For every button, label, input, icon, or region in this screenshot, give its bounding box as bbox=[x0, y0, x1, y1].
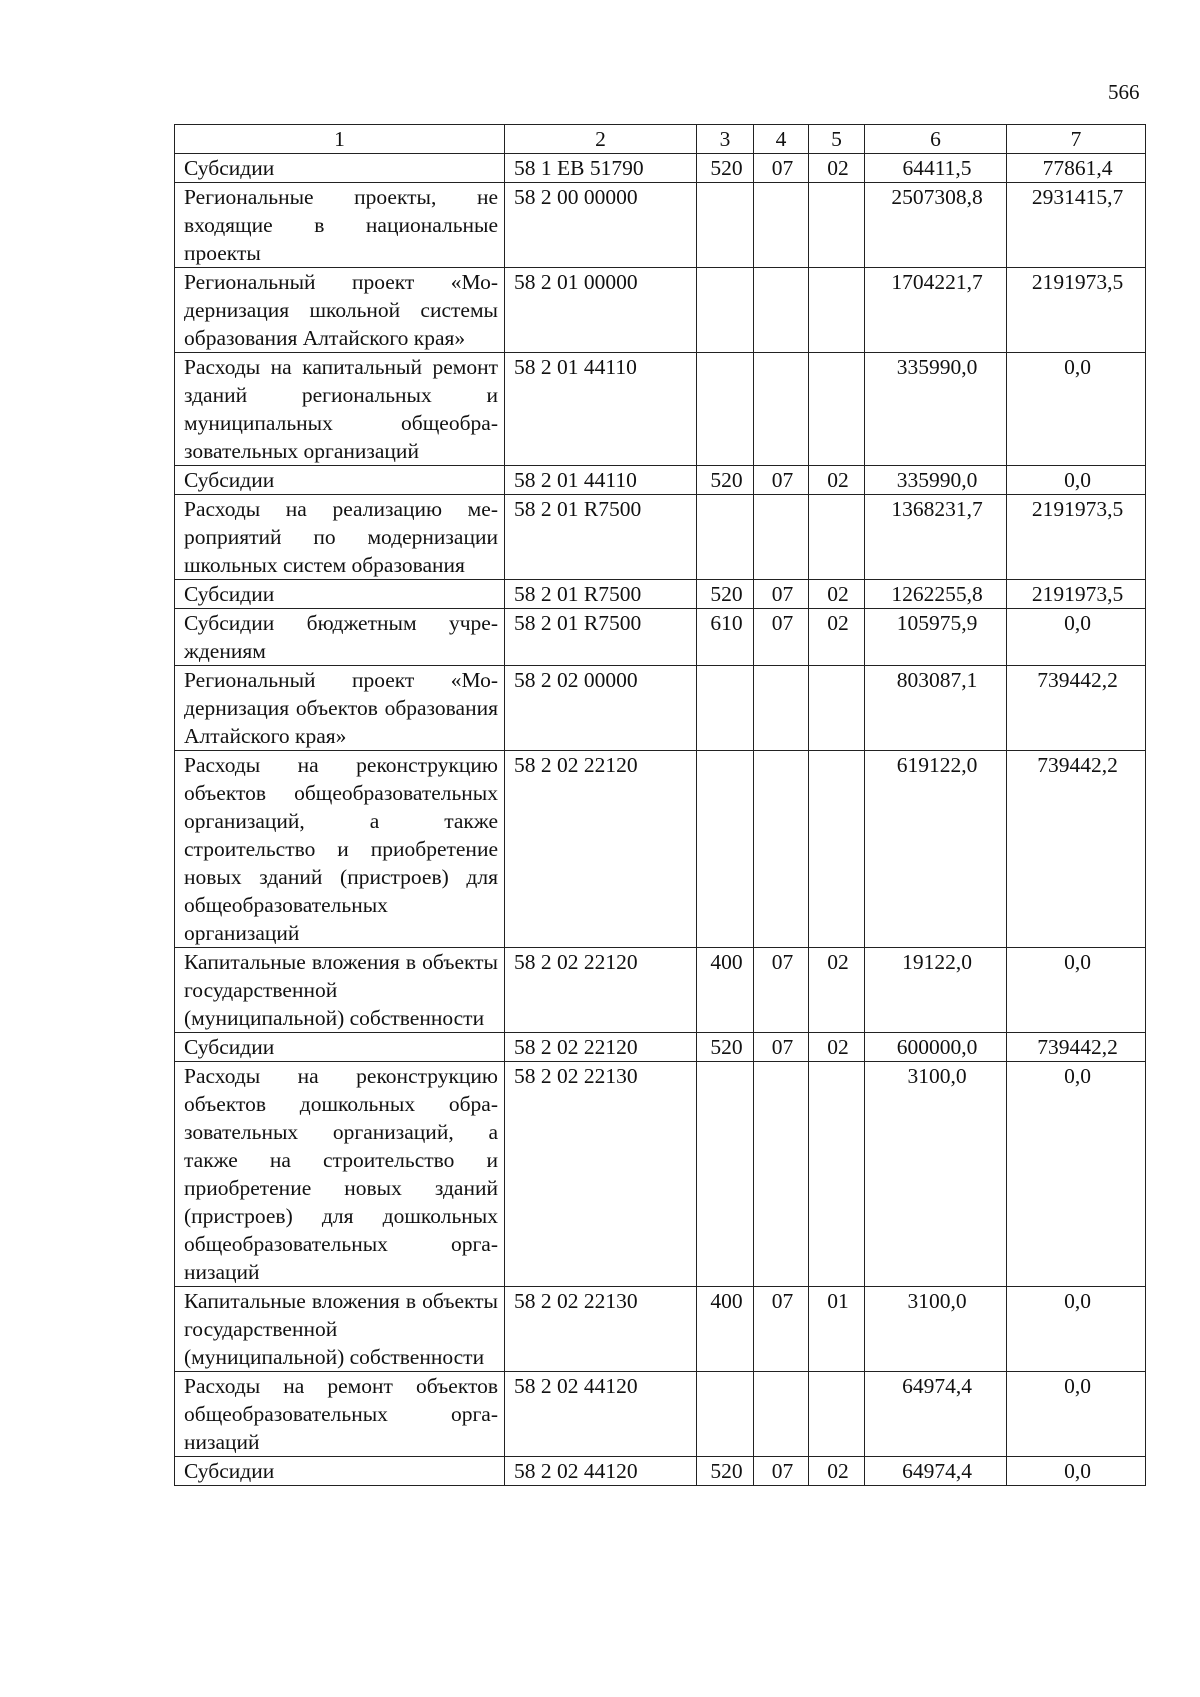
amount-year1-cell: 1262255,8 bbox=[865, 580, 1007, 609]
section-cell bbox=[754, 1372, 809, 1457]
expense-name-cell: Расходы на реализацию мероприятий по модернизации школьных систем образования bbox=[175, 495, 505, 580]
table-row bbox=[175, 466, 1146, 495]
table-row bbox=[175, 1287, 1146, 1372]
expense-name-cell: Региональные проекты, не входящие в национальные проекты bbox=[175, 183, 505, 268]
amount-year1-cell: 64974,4 bbox=[865, 1372, 1007, 1457]
amount-year2-cell: 2191973,5 bbox=[1007, 268, 1146, 353]
expense-name-cell: Субсидии bbox=[175, 154, 505, 183]
amount-year1-cell: 64411,5 bbox=[865, 154, 1007, 183]
section-cell bbox=[754, 268, 809, 353]
expense-type-cell bbox=[697, 751, 754, 948]
expense-name-cell: Расходы на капитальный ремонт зданий региональных и муниципальных общеобразовательных организаций bbox=[175, 353, 505, 466]
amount-year2-cell: 0,0 bbox=[1007, 466, 1146, 495]
target-code-cell: 58 2 02 22120 bbox=[505, 751, 697, 948]
column-header: 6 bbox=[865, 125, 1007, 154]
expense-name-cell: Субсидии bbox=[175, 580, 505, 609]
table-row bbox=[175, 495, 1146, 580]
expense-name-cell: Капитальные вложения в объекты государственной (муниципальной) собственности bbox=[175, 948, 505, 1033]
expense-name-cell: Региональный проект «Модернизация школьной системы образования Алтайского края» bbox=[175, 268, 505, 353]
section-cell: 07 bbox=[754, 1457, 809, 1486]
expense-type-cell bbox=[697, 666, 754, 751]
table-row bbox=[175, 580, 1146, 609]
table-row bbox=[175, 183, 1146, 268]
table-row bbox=[175, 609, 1146, 666]
table-row bbox=[175, 268, 1146, 353]
subsection-cell: 01 bbox=[809, 1287, 865, 1372]
amount-year1-cell: 3100,0 bbox=[865, 1062, 1007, 1287]
expense-type-cell: 520 bbox=[697, 580, 754, 609]
target-code-cell: 58 2 01 R7500 bbox=[505, 580, 697, 609]
amount-year2-cell: 0,0 bbox=[1007, 1457, 1146, 1486]
section-cell: 07 bbox=[754, 1287, 809, 1372]
amount-year2-cell: 739442,2 bbox=[1007, 751, 1146, 948]
subsection-cell: 02 bbox=[809, 1457, 865, 1486]
table-row bbox=[175, 1033, 1146, 1062]
expense-type-cell: 520 bbox=[697, 1033, 754, 1062]
expense-name-cell: Региональный проект «Модернизация объектов образования Алтайского края» bbox=[175, 666, 505, 751]
subsection-cell: 02 bbox=[809, 1033, 865, 1062]
section-cell bbox=[754, 751, 809, 948]
section-cell: 07 bbox=[754, 1033, 809, 1062]
target-code-cell: 58 1 EВ 51790 bbox=[505, 154, 697, 183]
expense-name-cell: Расходы на реконструкцию объектов общеобразовательных организаций, а также строительство и приобретение новых зданий (пристроев) для общеобразовательных организаций bbox=[175, 751, 505, 948]
section-cell bbox=[754, 183, 809, 268]
expense-name-cell: Субсидии bbox=[175, 466, 505, 495]
section-cell bbox=[754, 495, 809, 580]
column-header: 2 bbox=[505, 125, 697, 154]
amount-year2-cell: 0,0 bbox=[1007, 609, 1146, 666]
expense-type-cell: 400 bbox=[697, 948, 754, 1033]
amount-year1-cell: 803087,1 bbox=[865, 666, 1007, 751]
target-code-cell: 58 2 01 44110 bbox=[505, 353, 697, 466]
expense-type-cell bbox=[697, 353, 754, 466]
subsection-cell bbox=[809, 666, 865, 751]
subsection-cell: 02 bbox=[809, 154, 865, 183]
target-code-cell: 58 2 01 00000 bbox=[505, 268, 697, 353]
section-cell: 07 bbox=[754, 580, 809, 609]
subsection-cell: 02 bbox=[809, 580, 865, 609]
target-code-cell: 58 2 00 00000 bbox=[505, 183, 697, 268]
expense-type-cell: 520 bbox=[697, 1457, 754, 1486]
table-row bbox=[175, 1372, 1146, 1457]
section-cell bbox=[754, 353, 809, 466]
target-code-cell: 58 2 01 R7500 bbox=[505, 495, 697, 580]
amount-year2-cell: 739442,2 bbox=[1007, 1033, 1146, 1062]
budget-table bbox=[174, 124, 1146, 1486]
column-header: 4 bbox=[754, 125, 809, 154]
table-row bbox=[175, 666, 1146, 751]
table-row bbox=[175, 1062, 1146, 1287]
expense-name-cell: Расходы на ремонт объектов общеобразовательных организаций bbox=[175, 1372, 505, 1457]
amount-year2-cell: 77861,4 bbox=[1007, 154, 1146, 183]
table-header-row bbox=[175, 125, 1146, 154]
amount-year2-cell: 2191973,5 bbox=[1007, 495, 1146, 580]
subsection-cell bbox=[809, 495, 865, 580]
page-number: 566 bbox=[1108, 80, 1140, 104]
table-body bbox=[175, 125, 1146, 1486]
subsection-cell bbox=[809, 1372, 865, 1457]
subsection-cell: 02 bbox=[809, 466, 865, 495]
expense-name-cell: Субсидии bbox=[175, 1033, 505, 1062]
expense-type-cell bbox=[697, 1372, 754, 1457]
target-code-cell: 58 2 02 00000 bbox=[505, 666, 697, 751]
section-cell bbox=[754, 666, 809, 751]
amount-year2-cell: 0,0 bbox=[1007, 1062, 1146, 1287]
target-code-cell: 58 2 02 22120 bbox=[505, 1033, 697, 1062]
expense-type-cell: 520 bbox=[697, 466, 754, 495]
amount-year2-cell: 0,0 bbox=[1007, 1287, 1146, 1372]
expense-name-cell: Капитальные вложения в объекты государственной (муниципальной) собственности bbox=[175, 1287, 505, 1372]
subsection-cell bbox=[809, 268, 865, 353]
amount-year2-cell: 739442,2 bbox=[1007, 666, 1146, 751]
expense-type-cell bbox=[697, 495, 754, 580]
target-code-cell: 58 2 02 44120 bbox=[505, 1372, 697, 1457]
amount-year1-cell: 335990,0 bbox=[865, 353, 1007, 466]
table-row bbox=[175, 154, 1146, 183]
table-row bbox=[175, 353, 1146, 466]
expense-type-cell: 520 bbox=[697, 154, 754, 183]
amount-year1-cell: 19122,0 bbox=[865, 948, 1007, 1033]
column-header: 5 bbox=[809, 125, 865, 154]
amount-year1-cell: 64974,4 bbox=[865, 1457, 1007, 1486]
subsection-cell bbox=[809, 1062, 865, 1287]
amount-year1-cell: 105975,9 bbox=[865, 609, 1007, 666]
column-header: 3 bbox=[697, 125, 754, 154]
section-cell: 07 bbox=[754, 948, 809, 1033]
expense-type-cell bbox=[697, 268, 754, 353]
section-cell bbox=[754, 1062, 809, 1287]
expense-type-cell bbox=[697, 1062, 754, 1287]
section-cell: 07 bbox=[754, 154, 809, 183]
target-code-cell: 58 2 02 22130 bbox=[505, 1062, 697, 1287]
table-row bbox=[175, 751, 1146, 948]
expense-type-cell: 400 bbox=[697, 1287, 754, 1372]
table-row bbox=[175, 1457, 1146, 1486]
column-header: 1 bbox=[175, 125, 505, 154]
subsection-cell bbox=[809, 751, 865, 948]
expense-type-cell bbox=[697, 183, 754, 268]
amount-year2-cell: 0,0 bbox=[1007, 1372, 1146, 1457]
section-cell: 07 bbox=[754, 466, 809, 495]
section-cell: 07 bbox=[754, 609, 809, 666]
target-code-cell: 58 2 01 R7500 bbox=[505, 609, 697, 666]
target-code-cell: 58 2 02 22130 bbox=[505, 1287, 697, 1372]
amount-year1-cell: 1368231,7 bbox=[865, 495, 1007, 580]
expense-name-cell: Субсидии bbox=[175, 1457, 505, 1486]
target-code-cell: 58 2 01 44110 bbox=[505, 466, 697, 495]
amount-year2-cell: 2931415,7 bbox=[1007, 183, 1146, 268]
amount-year1-cell: 600000,0 bbox=[865, 1033, 1007, 1062]
amount-year1-cell: 1704221,7 bbox=[865, 268, 1007, 353]
expense-type-cell: 610 bbox=[697, 609, 754, 666]
target-code-cell: 58 2 02 22120 bbox=[505, 948, 697, 1033]
column-header: 7 bbox=[1007, 125, 1146, 154]
subsection-cell: 02 bbox=[809, 609, 865, 666]
expense-name-cell: Расходы на реконструкцию объектов дошкольных образовательных организаций, а также на строительство и приобретение новых зданий (пристроев) для дошкольных общеобразовательных организаций bbox=[175, 1062, 505, 1287]
expense-name-cell: Субсидии бюджетным учреждениям bbox=[175, 609, 505, 666]
amount-year2-cell: 0,0 bbox=[1007, 948, 1146, 1033]
table-row bbox=[175, 948, 1146, 1033]
subsection-cell bbox=[809, 353, 865, 466]
amount-year2-cell: 2191973,5 bbox=[1007, 580, 1146, 609]
amount-year1-cell: 619122,0 bbox=[865, 751, 1007, 948]
amount-year1-cell: 335990,0 bbox=[865, 466, 1007, 495]
amount-year1-cell: 3100,0 bbox=[865, 1287, 1007, 1372]
amount-year2-cell: 0,0 bbox=[1007, 353, 1146, 466]
subsection-cell: 02 bbox=[809, 948, 865, 1033]
target-code-cell: 58 2 02 44120 bbox=[505, 1457, 697, 1486]
subsection-cell bbox=[809, 183, 865, 268]
amount-year1-cell: 2507308,8 bbox=[865, 183, 1007, 268]
